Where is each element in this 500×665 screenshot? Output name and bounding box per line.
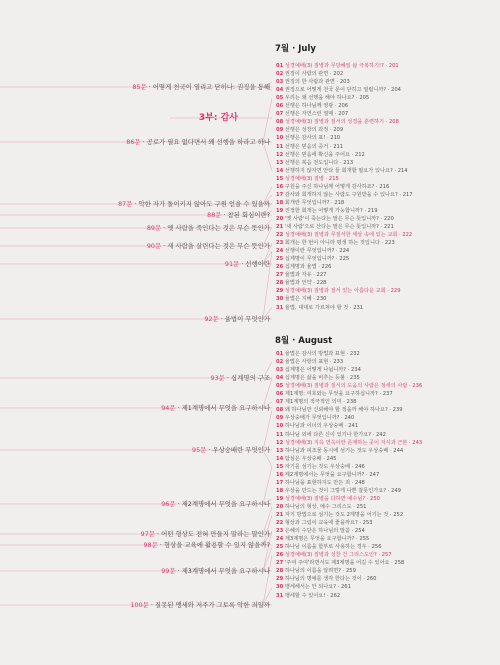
day-number: 23 — [276, 528, 284, 535]
day-title: 우상을 만드는 것이 그렇게 나쁜 잘못인가요? · 249 — [283, 487, 401, 494]
day-number: 19 — [276, 207, 284, 214]
day-entry — [276, 528, 365, 534]
day-number: 13 — [276, 159, 284, 166]
day-title: 하나님 외에 다른 신이 있기나 한가요? · 242 — [283, 431, 386, 438]
day-title: 율법과 언약 · 228 — [283, 280, 327, 287]
day-title: 회개는 한 번이 아니라 평생 하는 것입니다 · 223 — [283, 240, 395, 247]
day-entry — [276, 391, 393, 397]
day-title: 하나님 이름을 함부로 사용하는 경우 · 256 — [283, 544, 382, 551]
day-entry — [276, 280, 326, 286]
day-title: 하나님의 명예를 생각 한다는 것이 · 260 — [283, 576, 377, 583]
day-title: 탐심은 우상숭배 · 245 — [283, 455, 337, 462]
connector-line — [263, 555, 272, 605]
day-entry — [276, 472, 379, 478]
day-entry — [276, 464, 365, 470]
day-title: 성경예배(3) 질병과 성찬 건 그리스도인? · 257 — [283, 552, 392, 559]
day-entry — [276, 119, 399, 125]
day-title: 자기 방법으로 섬기는 것도 2계명을 어기는 것 · 252 — [283, 512, 404, 518]
day-entry — [276, 71, 343, 77]
day-number: 26 — [276, 552, 284, 559]
day-title: 하나님을 표현하지도 만든 죄 · 248 — [283, 479, 365, 486]
day-title: 왜 하나님만 신뢰해야 할 정을까 해야 하나요? · 239 — [283, 407, 403, 414]
day-title: 선행은 감사의 표! · 210 — [283, 135, 341, 142]
day-number: 09 — [276, 127, 284, 134]
day-title: 성경예배(3) 질병과 질서의 성경을 훈련하기 · 208 — [283, 119, 399, 126]
question-text: · 질못된 맹세와 저주가 그토록 악한 죄일까 — [148, 601, 270, 609]
day-number: 28 — [276, 568, 284, 575]
question-item — [132, 83, 270, 91]
day-entry — [276, 144, 343, 150]
day-number: 02 — [276, 359, 284, 366]
month-header: 8월 · August — [275, 336, 333, 346]
day-number: 10 — [276, 135, 284, 142]
day-title: 자기를 섬기는 것도 우상숭배 · 246 — [283, 463, 365, 470]
day-number: 07 — [276, 399, 284, 406]
question-number: 86문 — [126, 138, 141, 146]
day-number: 30 — [276, 296, 284, 303]
day-entry — [276, 264, 331, 270]
day-entry — [276, 593, 340, 599]
day-entry — [276, 383, 422, 389]
question-text: · 악한 자가 돌이키지 않아도 구원 얻을 수 있을까 — [132, 200, 270, 208]
day-entry — [276, 224, 394, 230]
day-number: 16 — [276, 183, 284, 190]
day-entry — [276, 351, 360, 357]
question-number: 90문 — [146, 242, 162, 250]
day-entry — [276, 135, 340, 141]
day-title: 형상과 그림이 교육에 좋을까요? · 253 — [283, 520, 373, 527]
question-item — [207, 211, 270, 219]
day-number: 03 — [276, 367, 284, 374]
day-title: 하나님과 이너의 우상숭배 · 241 — [283, 423, 359, 430]
day-title: 십계명은 삶을 비추는 등불 · 235 — [283, 375, 360, 382]
day-entry — [276, 480, 365, 486]
question-text: · 어떻게 천국이 열리고 닫히나: 권징을 통해 — [146, 83, 270, 91]
question-text: · 선행이란 — [239, 260, 270, 268]
day-title: 율법은 감사의 방법과 표현 · 232 — [283, 351, 360, 357]
day-number: 17 — [276, 479, 284, 486]
day-entry — [276, 488, 401, 494]
part-title: 3부: 감사 — [198, 113, 238, 123]
day-entry — [276, 152, 365, 158]
day-number: 29 — [276, 288, 284, 295]
day-title: 율법은 지혜 · 230 — [283, 296, 327, 303]
day-entry — [276, 208, 378, 214]
day-title: 맹세해서는 안 되나요? · 261 — [283, 584, 351, 591]
question-number: 85문 — [132, 83, 147, 91]
day-title: 율법과 자유 · 227 — [283, 272, 327, 279]
day-entry — [276, 520, 373, 526]
question-text: · 제1계명에서 무엇을 요구하시나 — [175, 404, 270, 412]
day-title: 제3계명은 무엇을 요구합니까? · 255 — [283, 536, 370, 543]
day-entry — [276, 192, 413, 198]
day-number: 01 — [276, 351, 284, 357]
day-number: 21 — [276, 512, 284, 518]
day-title: 우리는 왜 선행을 해야 하나요? · 205 — [283, 95, 370, 102]
day-number: 06 — [276, 391, 284, 398]
question-number: 89문 — [146, 224, 162, 232]
day-number: 18 — [276, 199, 284, 206]
question-number: 93문 — [210, 374, 225, 382]
day-entry — [276, 296, 326, 302]
day-number: 08 — [276, 407, 284, 414]
day-entry — [276, 496, 380, 502]
day-entry — [276, 79, 350, 85]
day-title: 제1계명의 적극적인 의미 · 238 — [283, 399, 357, 406]
day-entry — [276, 160, 353, 166]
day-number: 18 — [276, 487, 284, 494]
day-title: 성경예배(3) 질병과 질서 있는 아름다운 교회 · 229 — [283, 288, 401, 295]
day-title: 진정한 회개는 어떻게 가능합니까? · 219 — [283, 207, 378, 214]
day-title: 성경예배(3) 질병과 무당혜일 삶 극복하기!? · 201 — [283, 63, 399, 69]
question-item — [225, 260, 270, 268]
connector-line — [263, 98, 272, 142]
day-title: 권징으로 어떻게 천국 문이 닫히고 열립니까? · 204 — [283, 87, 401, 94]
question-number: 91문 — [224, 260, 240, 268]
day-entry — [276, 288, 401, 294]
connector-line — [263, 467, 272, 504]
day-entry — [276, 359, 343, 365]
day-entry — [276, 127, 343, 133]
day-title: 제2계명에서는 무엇을 요구합니까? · 247 — [283, 471, 380, 478]
day-number: 29 — [276, 576, 284, 583]
day-title: 선행은 하나님께 영광 · 206 — [283, 103, 349, 110]
day-title: 맹세할 수 있어요! · 262 — [283, 592, 341, 599]
day-title: 하나님과 피조물 동시에 섬기는 것도 우상숭배 · 244 — [283, 447, 404, 454]
month-header: 7월 · July — [275, 44, 316, 54]
question-item — [147, 242, 270, 250]
day-title: 성경예배(3) 질병과 무질서한 세상 속에 있는 교회 · 222 — [283, 232, 413, 239]
day-entry — [276, 168, 408, 174]
day-title: 십계명이 무엇입니까? · 225 — [283, 256, 350, 263]
day-number: 26 — [276, 264, 284, 271]
question-item — [161, 500, 270, 508]
question-number: 95문 — [192, 446, 207, 454]
day-title: 선행은 믿음에 확신을 주어요 · 212 — [283, 151, 365, 158]
day-title: 십계명과 율법 · 226 — [283, 264, 332, 271]
day-title: 선행하지 않자면 안타 들 회개할 필요가 있나요? · 214 — [283, 167, 408, 174]
question-number: 99문 — [161, 567, 176, 575]
day-number: 16 — [276, 471, 284, 478]
day-entry — [276, 456, 336, 462]
question-item — [161, 404, 270, 412]
day-number: 11 — [276, 431, 284, 438]
day-title: 십계명은 어떻게 나뉩니까? · 234 — [283, 367, 361, 374]
connector-line — [263, 142, 272, 171]
day-title: 감사와 회개하지 않는 사람도 구원받을 수 있나요? · 217 — [283, 191, 413, 198]
day-entry — [276, 248, 349, 254]
day-title: '새 사람'으로 산다는 말은 무슨 뜻입니까? · 221 — [283, 224, 394, 230]
day-number: 27 — [276, 272, 284, 279]
day-title: 구원을 주신 하나님께 어떻게 감사하죠? · 216 — [283, 183, 390, 190]
question-text: · 옛 사람을 죽인다는 것은 무슨 뜻인가 — [161, 224, 270, 232]
day-number: 31 — [276, 304, 284, 311]
question-item — [141, 530, 270, 538]
day-entry — [276, 440, 422, 446]
day-entry — [276, 584, 351, 590]
day-entry — [276, 176, 339, 182]
day-title: 성경예배(3) 질병과 질서의 도움의 사람은 정세의 사람 · 236 — [283, 383, 423, 390]
day-number: 20 — [276, 215, 284, 222]
day-number: 07 — [276, 111, 284, 118]
day-number: 14 — [276, 455, 284, 462]
question-text: · 참된 회심이란? — [221, 211, 270, 219]
day-title: 성경예배(3) 질병 · 215 — [283, 175, 339, 182]
day-entry — [276, 568, 356, 574]
day-entry — [276, 111, 348, 117]
day-entry — [276, 432, 386, 438]
day-entry — [276, 552, 392, 558]
question-text: · 제3계명에서 무엇을 요구하시나 — [175, 567, 270, 575]
day-number: 31 — [276, 592, 284, 599]
question-number: 98문 — [143, 541, 158, 549]
day-number: 24 — [276, 536, 284, 543]
day-entry — [276, 87, 401, 93]
question-text: · 제2계명에서 무엇을 요구하시나 — [175, 500, 270, 508]
day-entry — [276, 576, 376, 582]
day-title: 선행은 성장의 과정 · 209 — [283, 127, 344, 134]
day-title: 회개란 무엇입니까? · 218 — [283, 199, 345, 206]
day-entry — [276, 367, 361, 373]
day-title: 율법은 사랑의 표현 · 233 — [283, 359, 344, 366]
day-title: 성경예배(3) 질병을 다하면 예수님? · 250 — [283, 495, 380, 502]
day-entry — [276, 184, 389, 190]
question-text: · 율법이 무엇인가 — [218, 315, 270, 323]
day-number: 05 — [276, 383, 284, 390]
day-entry — [276, 448, 403, 454]
day-number: 19 — [276, 495, 284, 502]
day-number: 28 — [276, 280, 284, 287]
question-number: 94문 — [161, 404, 176, 412]
day-entry — [276, 103, 348, 109]
question-text: · 공로가 필요 없다면서 왜 선행을 하라고 하나 — [140, 138, 270, 146]
day-entry — [276, 544, 382, 550]
day-number: 12 — [276, 151, 284, 158]
day-entry — [276, 423, 358, 429]
day-entry — [276, 536, 369, 542]
day-title: 하나님의 이름을 알려면? · 259 — [283, 568, 356, 575]
question-item — [204, 315, 270, 323]
day-title: 제1계명: 여호와는 무엇을 요구하십니까? · 237 — [283, 391, 393, 398]
day-number: 23 — [276, 240, 284, 247]
day-number: 20 — [276, 503, 284, 510]
day-title: '옛 사람'이 죽는다는 말은 무슨 뜻입니까? · 220 — [283, 215, 394, 222]
day-number: 25 — [276, 256, 284, 263]
question-item — [118, 200, 270, 208]
day-entry — [276, 375, 360, 381]
question-number: 88문 — [207, 211, 222, 219]
question-text: · 형상을 교육에 활용할 수 있지 않을까? — [157, 541, 270, 549]
day-number: 04 — [276, 375, 284, 382]
day-number: 15 — [276, 175, 284, 182]
question-item — [192, 446, 270, 454]
day-entry — [276, 240, 395, 246]
day-number: 03 — [276, 79, 284, 86]
question-item — [143, 541, 270, 549]
day-entry — [276, 399, 356, 405]
day-number: 25 — [276, 544, 284, 551]
day-entry — [276, 305, 363, 311]
day-number: 10 — [276, 423, 284, 430]
question-text: · 어떤 형상도 전혀 만들지 말라는 말인가 — [154, 530, 270, 538]
question-text: · 십계명의 구조 — [224, 374, 270, 382]
day-title: 권징이 사람의 관면 · 202 — [283, 71, 344, 78]
day-number: 30 — [276, 584, 284, 591]
connector-line — [263, 410, 272, 450]
day-title: 율법, 대대로 가르쳐야 할 것 · 231 — [283, 304, 364, 311]
day-title: 성경예배(3) 지옥 연옥이란 존재하는 곳이 지식과 근본 · 243 — [283, 439, 423, 446]
day-title: 선행은 복음 전도입니다 · 213 — [283, 159, 354, 166]
day-number: 01 — [276, 63, 284, 69]
day-number: 17 — [276, 191, 284, 198]
day-number: 02 — [276, 71, 284, 78]
question-text: · 새 사람을 살린다는 것은 무슨 뜻인가 — [161, 242, 270, 250]
day-number: 15 — [276, 463, 284, 470]
question-item — [161, 567, 270, 575]
question-number: 97문 — [140, 530, 155, 538]
day-number: 14 — [276, 167, 284, 174]
day-title: 하나님의 형상, 예수 그리스도 · 251 — [283, 503, 367, 510]
day-number: 22 — [276, 520, 284, 527]
day-title: 선행은 자연스런 열매 · 207 — [283, 111, 349, 118]
day-entry — [276, 272, 326, 278]
question-number: 100문 — [130, 601, 149, 609]
day-entry — [276, 95, 369, 101]
day-entry — [276, 232, 412, 238]
day-number: 05 — [276, 95, 284, 102]
day-number: 22 — [276, 232, 284, 239]
day-entry — [276, 560, 404, 566]
day-entry — [276, 63, 399, 69]
day-title: 은혜의 수단은 하나님의 말씀 · 254 — [283, 528, 365, 535]
day-number: 21 — [276, 224, 284, 230]
day-title: '주여 주여'라면서도 제3계명을 어길 수 있어요 · 258 — [283, 560, 405, 567]
question-item — [126, 138, 270, 146]
question-item — [130, 601, 270, 609]
day-number: 11 — [276, 143, 284, 150]
day-entry — [276, 512, 403, 518]
day-number: 24 — [276, 248, 284, 255]
day-entry — [276, 200, 344, 206]
day-number: 04 — [276, 87, 284, 94]
question-number: 87문 — [118, 200, 133, 208]
day-entry — [276, 216, 394, 222]
day-entry — [276, 504, 366, 510]
day-title: 선행이란 무엇입니까? · 224 — [283, 248, 350, 255]
day-number: 27 — [276, 560, 284, 567]
day-entry — [276, 415, 354, 421]
question-text: · 우상숭배란 무엇인가 — [206, 446, 270, 454]
day-number: 06 — [276, 103, 284, 110]
day-number: 13 — [276, 447, 284, 454]
day-number: 12 — [276, 439, 284, 446]
day-title: 선행은 믿음의 증거 · 211 — [283, 143, 344, 150]
question-item — [147, 224, 270, 232]
day-number: 09 — [276, 415, 284, 422]
day-number: 08 — [276, 119, 284, 126]
question-number: 92문 — [204, 315, 219, 323]
question-item — [211, 374, 270, 382]
question-number: 96문 — [161, 500, 176, 508]
day-title: 우상숭배가 무엇입니까? · 240 — [283, 415, 355, 422]
day-title: 권징의 한 사람과 관면 · 203 — [283, 79, 350, 86]
day-entry — [276, 407, 403, 413]
day-entry — [276, 256, 349, 262]
